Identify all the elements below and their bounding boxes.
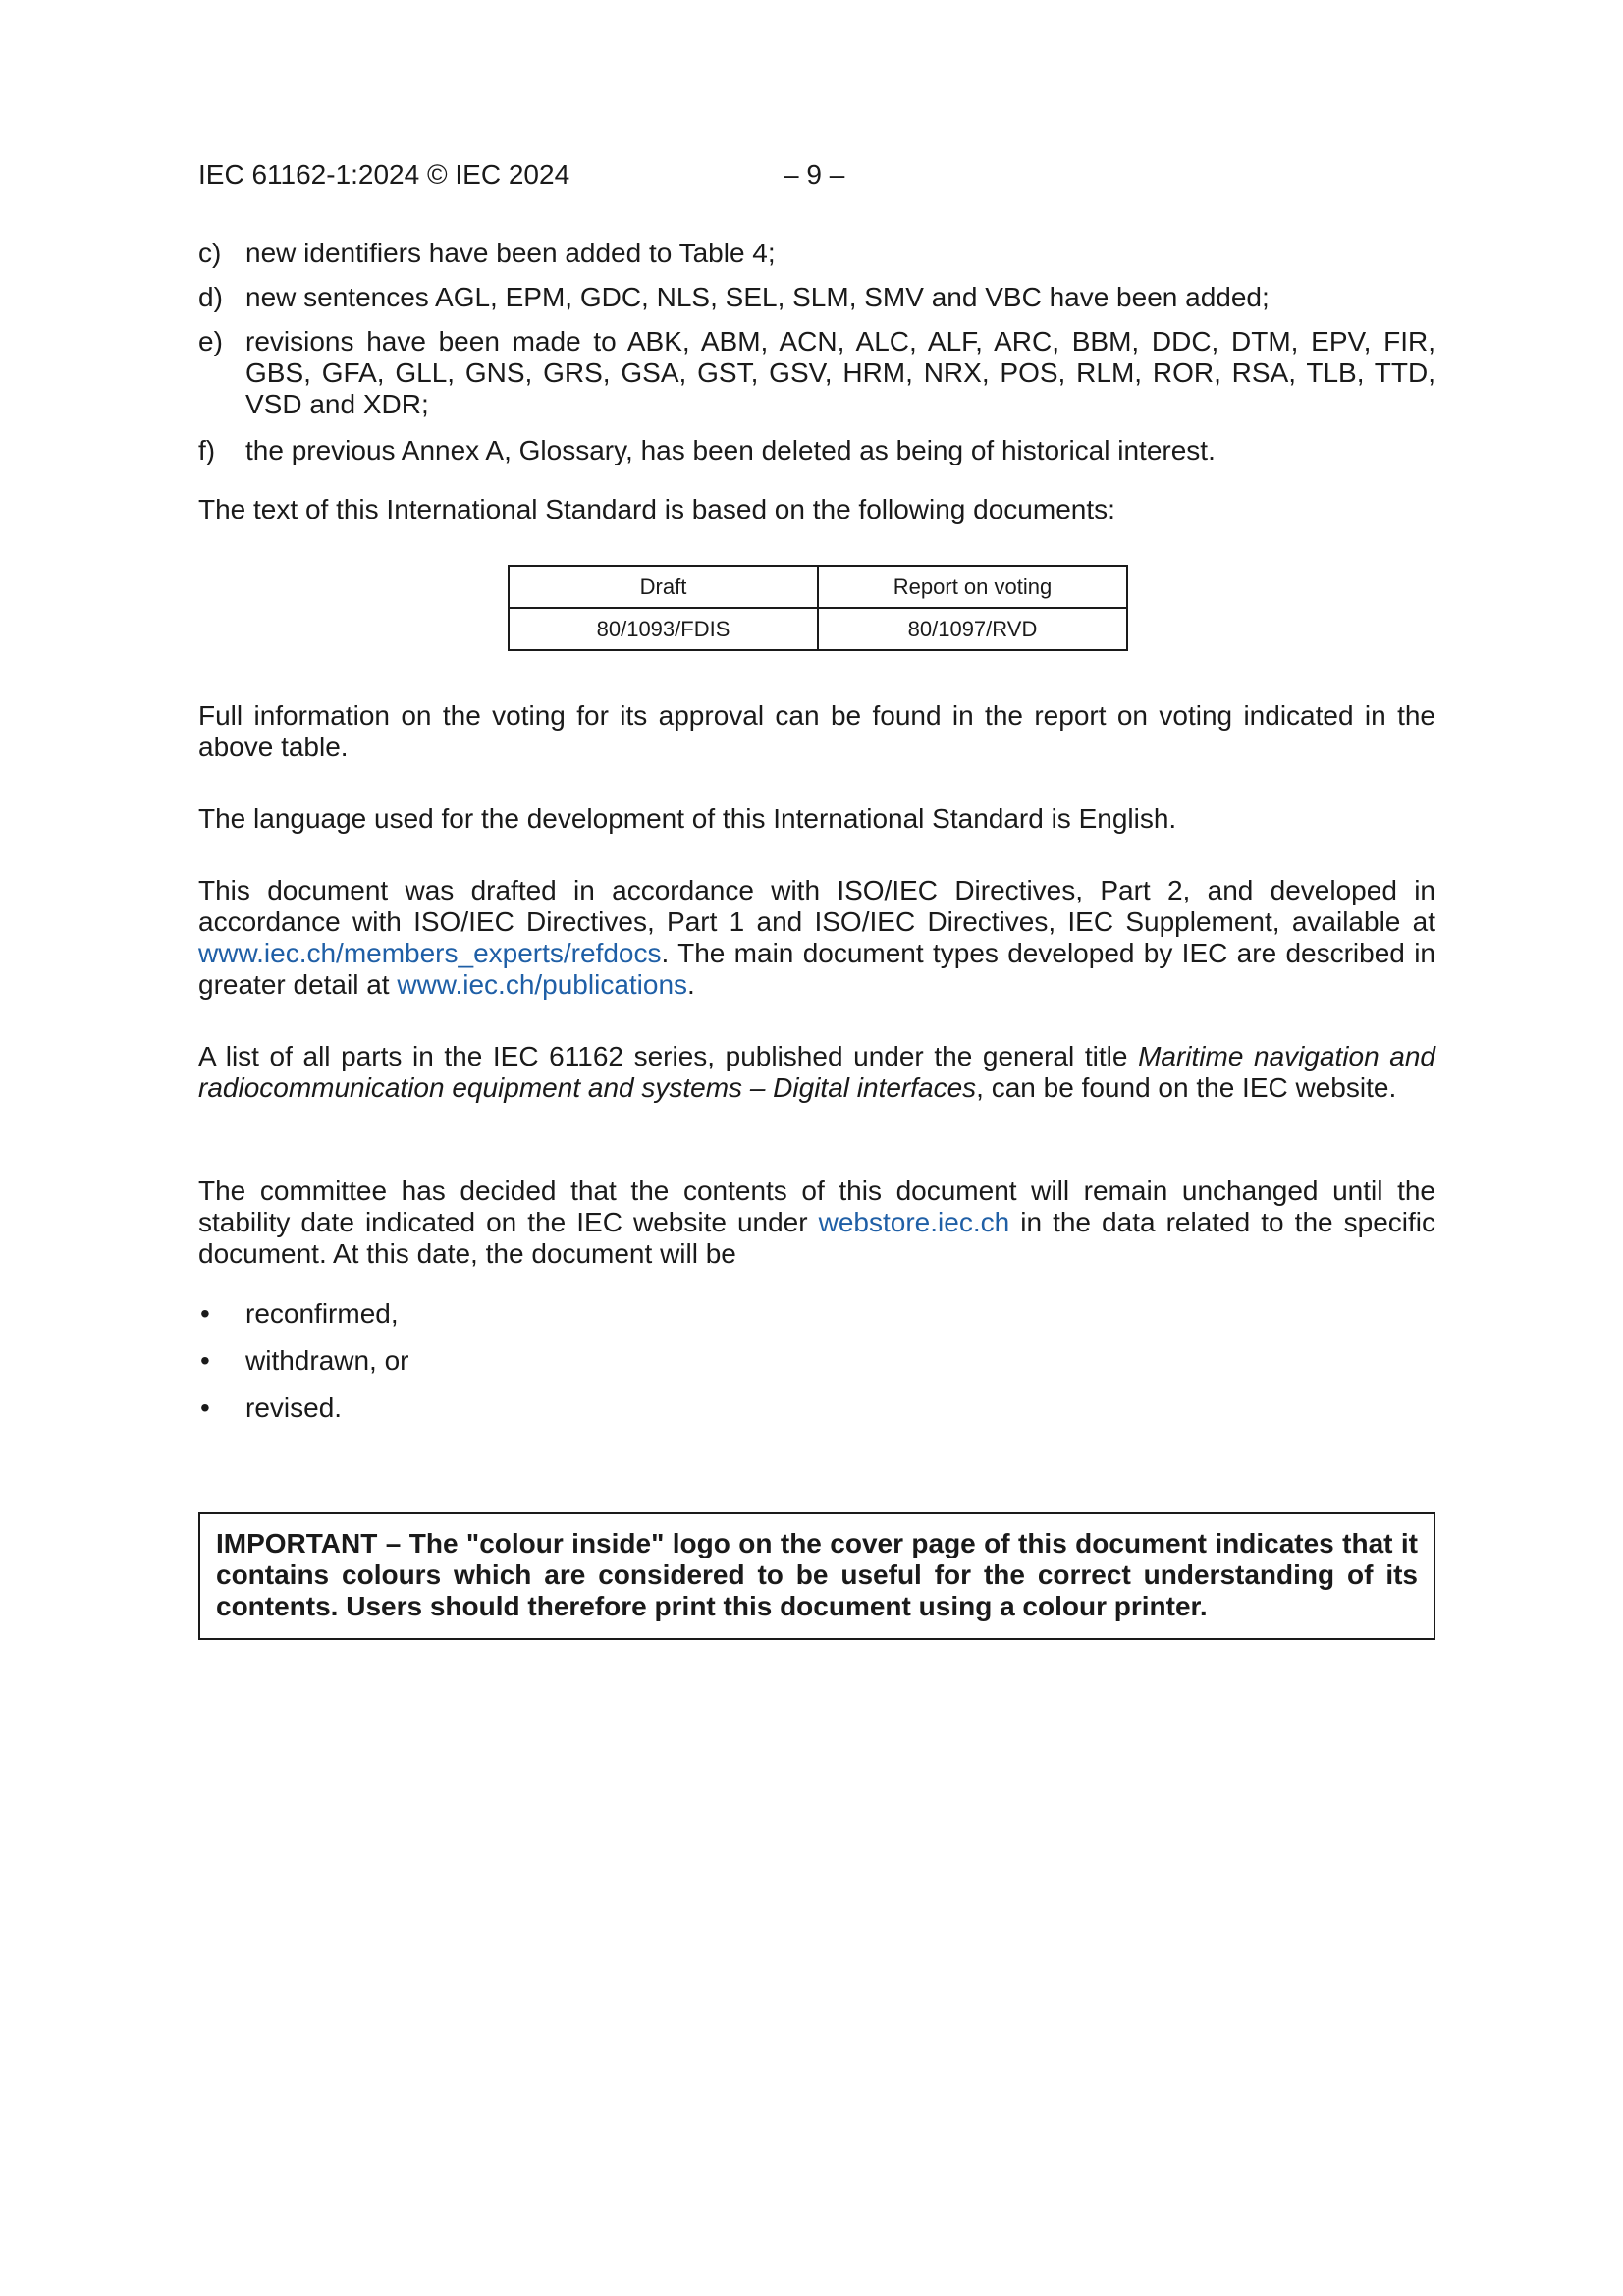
list-marker: c) — [198, 238, 222, 268]
publications-link[interactable]: www.iec.ch/publications — [397, 969, 688, 1000]
list-item-text: revised. — [245, 1393, 343, 1423]
language-paragraph: The language used for the development of this International Standard is English. — [198, 803, 1177, 834]
series-title: Maritime navigation and radiocommunication equipment and systems – Digital interfaces — [198, 1041, 1435, 1103]
voting-documents-table — [508, 565, 1128, 651]
bullet-icon: • — [200, 1393, 210, 1423]
page-number: – 9 – — [784, 159, 845, 190]
series-text: , can be found on the IEC website. — [976, 1072, 1397, 1103]
stability-text: The committee has decided that the contents of this document will remain unchanged until the stability date indicated on the IEC website under — [198, 1175, 1435, 1237]
directives-paragraph — [198, 875, 1435, 1001]
directives-text: . — [687, 969, 695, 1000]
important-notice-box: IMPORTANT – The "colour inside" logo on the cover page of this document indicates that it contains colours which are considered to be useful for the correct understanding of its contents. Users should therefore print this document using a colour printer. — [198, 1512, 1435, 1640]
bullet-icon: • — [200, 1345, 210, 1376]
directives-text: This document was drafted in accordance with ISO/IEC Directives, Part 2, and developed in accordance with ISO/IEC Directives, Part 1 and ISO/IEC Directives, IEC Supplement, available at — [198, 875, 1435, 937]
list-item-text: the previous Annex A, Glossary, has been deleted as being of historical interest. — [245, 435, 1216, 465]
webstore-link[interactable]: webstore.iec.ch — [818, 1207, 1010, 1237]
list-marker: e) — [198, 326, 223, 356]
table-row — [509, 608, 1127, 650]
bullet-icon: • — [200, 1298, 210, 1329]
list-item-text: revisions have been made to ABK, ABM, ACN, ALC, ALF, ARC, BBM, DDC, DTM, EPV, FIR, GBS, GFA, GLL, GNS, GRS, GSA, GST, GSV, HRM, NRX, POS, RLM, ROR, RSA, TLB, TTD, VSD and XDR; — [245, 326, 1435, 419]
voting-info-paragraph: Full information on the voting for its approval can be found in the report on voting indicated in the above table. — [198, 700, 1435, 762]
list-item-text: withdrawn, or — [245, 1345, 409, 1376]
list-item — [198, 238, 1435, 269]
list-item-text: reconfirmed, — [245, 1298, 399, 1329]
table-header-cell: Draft — [509, 566, 818, 608]
refdocs-link[interactable]: www.iec.ch/members_experts/refdocs — [198, 938, 662, 968]
list-item — [198, 1345, 1435, 1377]
list-marker: d) — [198, 282, 223, 312]
list-item-text: new identifiers have been added to Table 4; — [245, 238, 776, 268]
document-reference: IEC 61162-1:2024 © IEC 2024 — [198, 159, 570, 190]
series-paragraph — [198, 1041, 1435, 1104]
table-header-row — [509, 566, 1127, 608]
list-item — [198, 435, 1435, 466]
stability-text: in the data related to the specific document. At this date, the document will be — [198, 1207, 1435, 1269]
series-text: A list of all parts in the IEC 61162 series, published under the general title — [198, 1041, 1139, 1071]
list-item — [198, 326, 1435, 420]
directives-text: . The main document types developed by IEC are described in greater detail at — [198, 938, 1435, 1000]
list-item-text: new sentences AGL, EPM, GDC, NLS, SEL, SLM, SMV and VBC have been added; — [245, 282, 1270, 312]
stability-paragraph — [198, 1175, 1435, 1270]
table-cell: 80/1093/FDIS — [509, 608, 818, 650]
based-on-paragraph: The text of this International Standard is based on the following documents: — [198, 494, 1115, 524]
table-cell: 80/1097/RVD — [818, 608, 1127, 650]
list-item — [198, 1393, 1435, 1424]
list-marker: f) — [198, 435, 216, 465]
table-header-cell: Report on voting — [818, 566, 1127, 608]
list-item — [198, 282, 1435, 313]
list-item — [198, 1298, 1435, 1330]
